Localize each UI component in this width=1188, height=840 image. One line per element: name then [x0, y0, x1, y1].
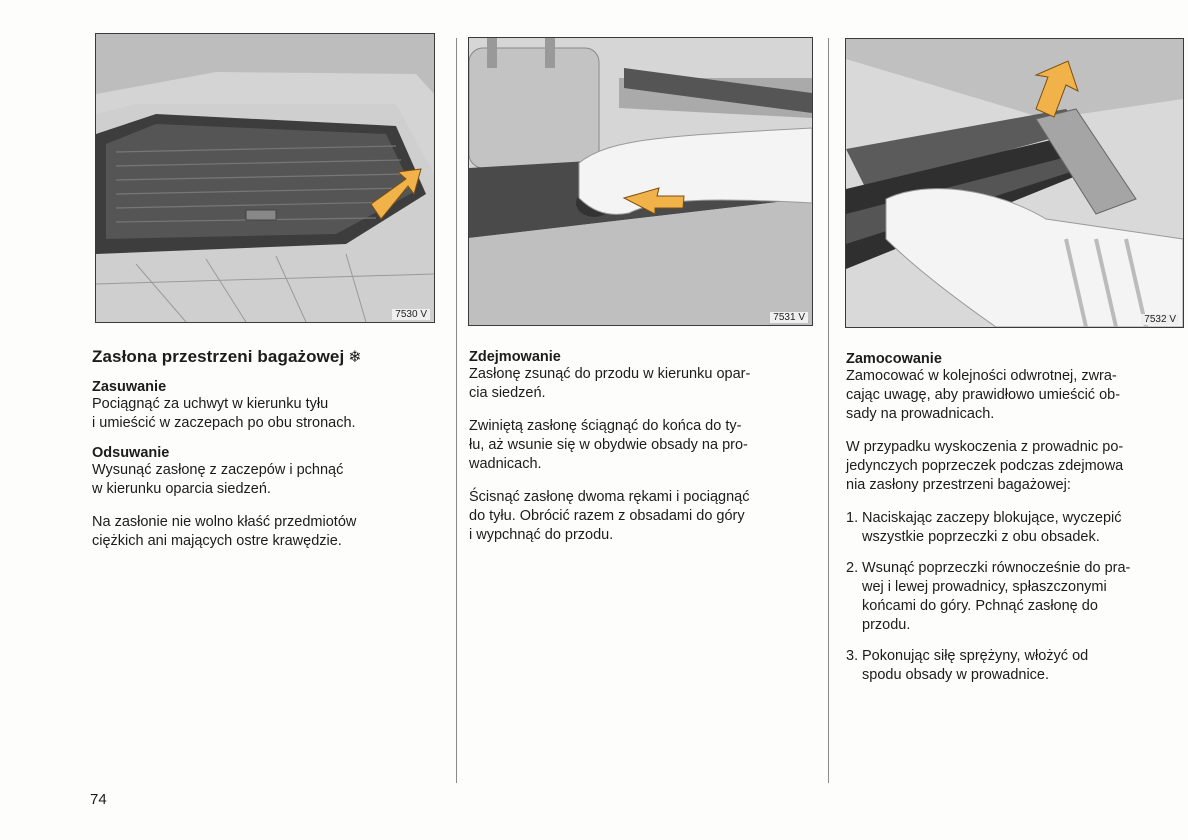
page-number: 74 [90, 791, 107, 808]
step-line: przodu. [862, 617, 911, 633]
step-line: końcami do góry. Pchnąć zasłonę do [862, 598, 1098, 614]
paragraph-line: Zamocować w kolejności odwrotnej, zwra- [846, 368, 1117, 384]
paragraph-line: nia zasłony przestrzeni bagażowej: [846, 477, 1071, 493]
section-title-text: Zasłona przestrzeni bagażowej [92, 347, 345, 366]
paragraph-line: i umieścić w zaczepach po obu stronach. [92, 415, 356, 431]
paragraph-line: sady na prowadnicach. [846, 406, 995, 422]
figure-code: 7531 V [770, 312, 808, 323]
steps-list [846, 509, 1184, 685]
step-line: Wsunąć poprzeczki równocześnie do pra- [862, 560, 1131, 576]
paragraph-line: Pociągnąć za uchwyt w kierunku tyłu [92, 396, 329, 412]
paragraph-line: Zasłonę zsunąć do przodu w kierunku opar- [469, 366, 751, 382]
warning-note-line: ciężkich ani mających ostre krawędzie. [92, 533, 342, 549]
paragraph-line: wadnicach. [469, 456, 542, 472]
column-1-text [92, 347, 432, 551]
paragraph-line: Ścisnąć zasłonę dwoma rękami i pociągnąć [469, 489, 750, 505]
paragraph-line: Zwiniętą zasłonę ściągnąć do końca do ty- [469, 418, 742, 434]
step-line: wej i lewej prowadnicy, spłaszczonymi [862, 579, 1107, 595]
warning-note-line: Na zasłonie nie wolno kłaść przedmiotów [92, 514, 357, 530]
list-item [846, 559, 1184, 635]
subheading-zdejmowanie: Zdejmowanie [469, 349, 561, 365]
step-number: 2. [846, 560, 859, 576]
figure-cover-removal [468, 37, 813, 326]
step-number: 1. [846, 510, 859, 526]
list-item [846, 509, 1184, 547]
column-divider-left [456, 38, 457, 783]
step-line: Naciskając zaczepy blokujące, wyczepić [862, 510, 1122, 526]
paragraph-line: łu, aż wsunie się w obydwie obsady na pro- [469, 437, 748, 453]
step-line: Pokonując siłę sprężyny, włożyć od [862, 648, 1089, 664]
column-divider-right [828, 38, 829, 783]
figure-cover-attach [845, 38, 1184, 328]
column-3-text [846, 351, 1184, 697]
subheading-zasuwanie: Zasuwanie [92, 379, 167, 395]
list-item [846, 647, 1184, 685]
paragraph-line: cia siedzeń. [469, 385, 546, 401]
step-line: spodu obsady w prowadnice. [862, 667, 1050, 683]
paragraph-line: i wypchnąć do przodu. [469, 527, 614, 543]
paragraph-line: do tyłu. Obrócić razem z obsadami do góry [469, 508, 745, 524]
paragraph-line: W przypadku wyskoczenia z prowadnic po- [846, 439, 1124, 455]
paragraph-line: jedynczych poprzeczek podczas zdejmowa [846, 458, 1124, 474]
step-line: wszystkie poprzeczki z obu obsadek. [862, 529, 1100, 545]
figure-code: 7532 V [1141, 314, 1179, 325]
cover-removal-illustration [469, 38, 812, 325]
figure-cargo-cover-pull [95, 33, 435, 323]
paragraph-line: Wysunąć zasłonę z zaczepów i pchnąć [92, 462, 344, 478]
figure-code: 7530 V [392, 309, 430, 320]
section-title [92, 347, 432, 367]
paragraph-line: w kierunku oparcia siedzeń. [92, 481, 271, 497]
cover-attach-illustration [846, 39, 1183, 327]
step-number: 3. [846, 648, 859, 664]
subheading-zamocowanie: Zamocowanie [846, 351, 942, 367]
subheading-odsuwanie: Odsuwanie [92, 445, 170, 461]
snowflake-icon: ❄ [348, 349, 362, 366]
paragraph-line: cając uwagę, aby prawidłowo umieścić ob- [846, 387, 1121, 403]
column-2-text [469, 349, 814, 545]
cargo-cover-illustration [96, 34, 434, 322]
